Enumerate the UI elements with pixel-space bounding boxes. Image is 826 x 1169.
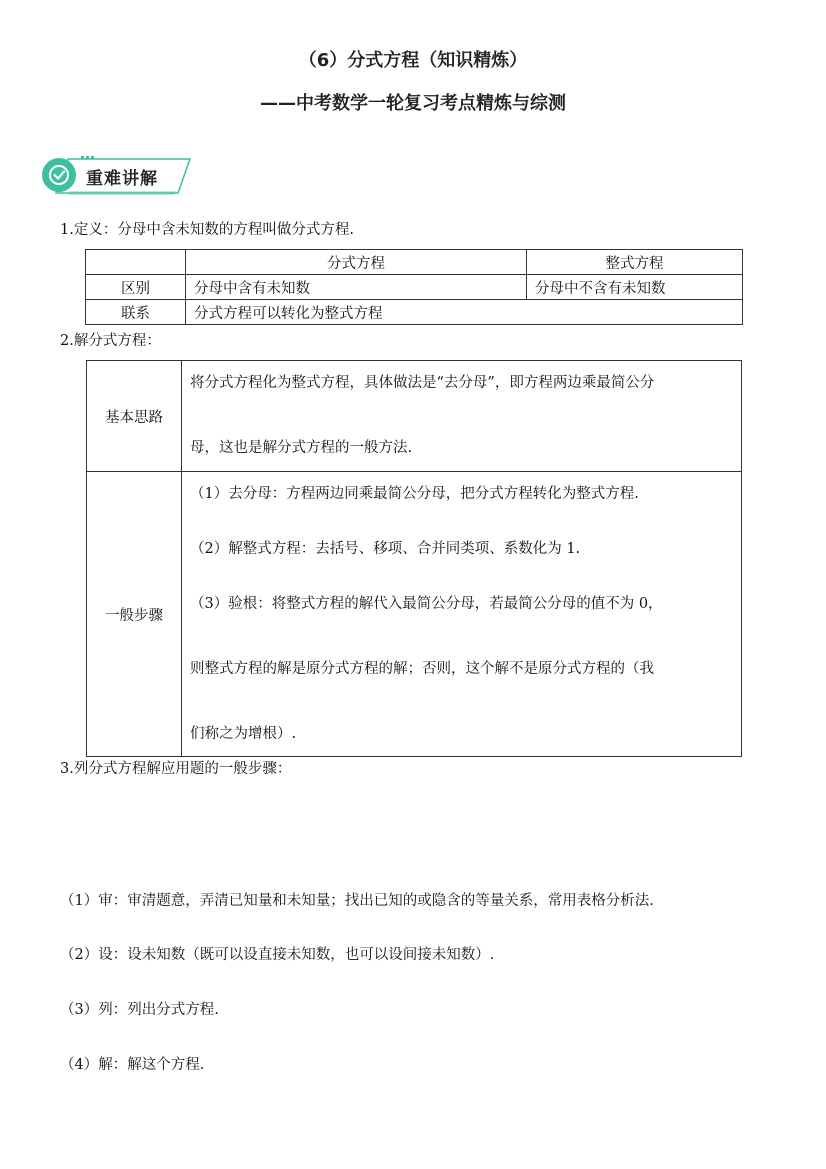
section-badge: [40, 155, 192, 197]
list-item: （4）解：解这个方程.: [60, 1057, 205, 1073]
table-row-label: 基本思路: [87, 361, 182, 472]
table-cell: [182, 472, 742, 757]
page-title: （6）分式方程（知识精炼）: [298, 50, 528, 71]
comparison-table: [85, 249, 743, 325]
table-cell: 分母中含有未知数: [186, 275, 527, 300]
text-line: 将分式方程化为整式方程，具体做法是“去分母”，即方程两边乘最简公分: [190, 375, 655, 391]
table-cell: [86, 250, 186, 275]
table-row-label: 区别: [86, 275, 186, 300]
text-line: （1）去分母：方程两边同乘最简公分母，把分式方程转化为整式方程.: [190, 485, 639, 502]
text-line: 们称之为增根）.: [190, 725, 297, 742]
table-cell: [182, 361, 742, 472]
solving-table: [86, 360, 742, 757]
table-row: [86, 275, 743, 300]
page-subtitle: ——中考数学一轮复习考点精炼与综测: [260, 93, 566, 114]
table-header-cell: 整式方程: [527, 250, 743, 275]
definition-text: 1.定义：分母中含未知数的方程叫做分式方程.: [60, 222, 354, 238]
list-item: （1）审：审清题意，弄清已知量和未知量；找出已知的或隐含的等量关系，常用表格分析法.: [60, 893, 654, 909]
list-item: （3）列：列出分式方程.: [60, 1002, 219, 1018]
table-row: [87, 472, 742, 757]
table-row-label: 一般步骤: [87, 472, 182, 757]
list-item: （2）设：设未知数（既可以设直接未知数，也可以设间接未知数）.: [60, 947, 495, 963]
table-cell: 分母中不含有未知数: [527, 275, 743, 300]
text-line: 则整式方程的解是原分式方程的解；否则，这个解不是原分式方程的（我: [190, 660, 654, 677]
text-line: （2）解整式方程：去括号、移项、合并同类项、系数化为 1.: [190, 540, 581, 557]
section-badge-label: 重难讲解: [86, 169, 158, 189]
text-line: 母，这也是解分式方程的一般方法.: [190, 440, 413, 456]
table-row: [87, 361, 742, 472]
table-row-label: 联系: [86, 300, 186, 325]
table-row: [86, 250, 743, 275]
table-cell: 分式方程可以转化为整式方程: [186, 300, 743, 325]
application-heading: 3.列分式方程解应用题的一般步骤：: [60, 761, 292, 777]
table-header-cell: 分式方程: [186, 250, 527, 275]
text-line: （3）验根：将整式方程的解代入最简公分母，若最简公分母的值不为 0，: [190, 595, 663, 612]
table-row: [86, 300, 743, 325]
solve-heading: 2.解分式方程：: [60, 333, 161, 349]
